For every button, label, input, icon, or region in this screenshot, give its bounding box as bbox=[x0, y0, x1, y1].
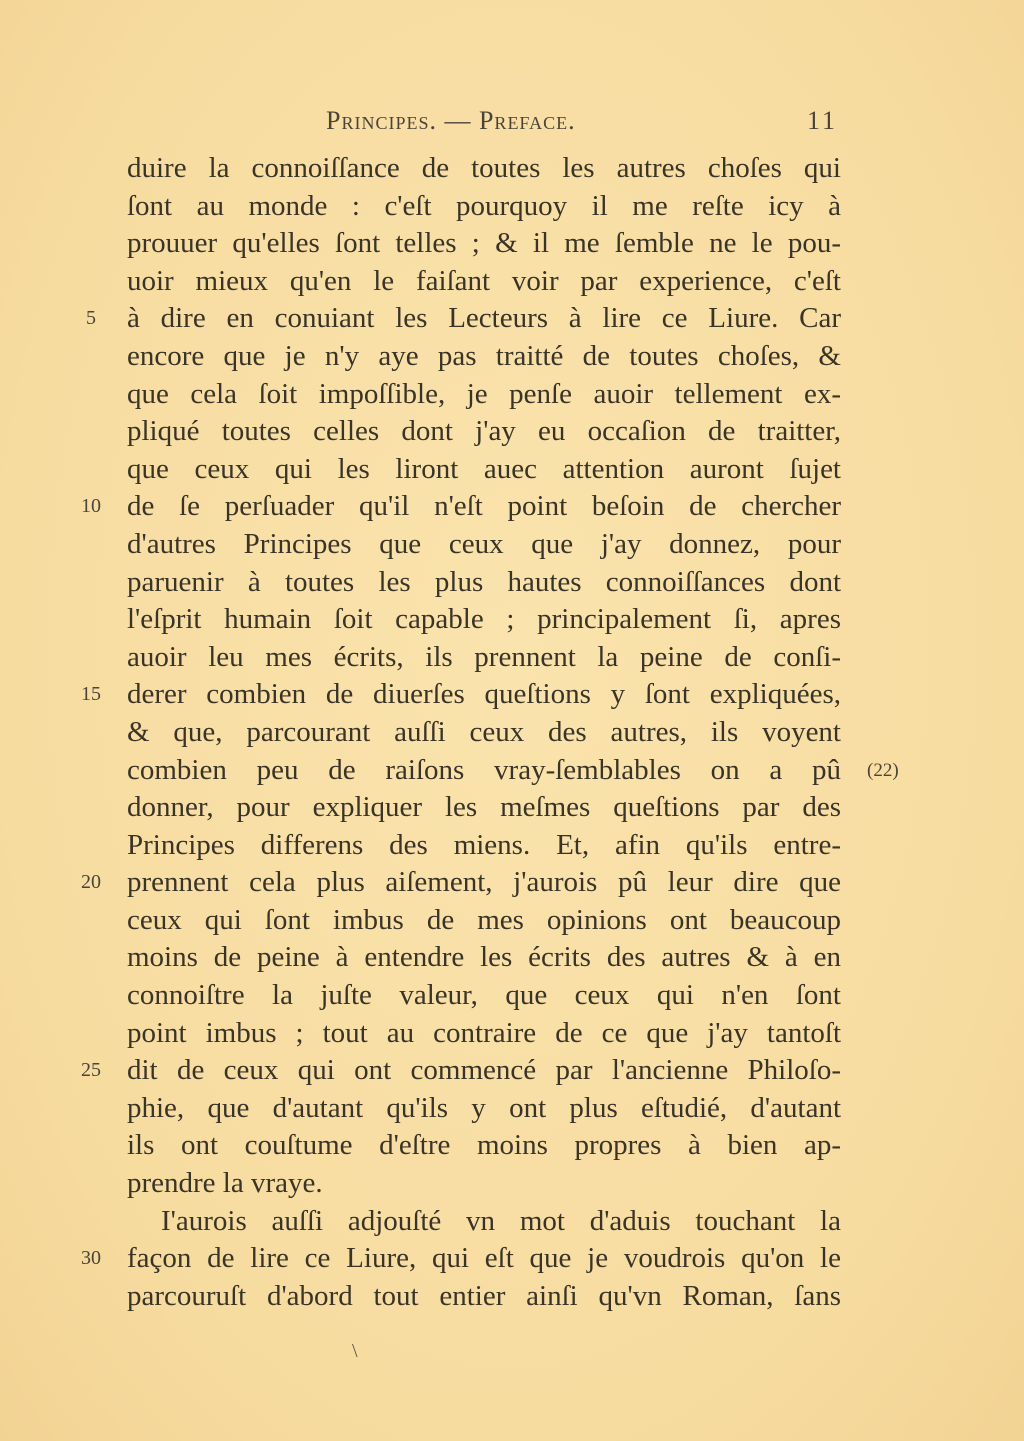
text-line bbox=[127, 977, 841, 1015]
text-line bbox=[86, 300, 841, 338]
line-text: d'autres Principes que ceux que j'ay donnez, pour bbox=[127, 527, 841, 560]
line-text: combien peu de raiſons vray-ſemblables on a pû bbox=[127, 753, 841, 786]
line-text: parcouruſt d'abord tout entier ainſi qu'vn Roman, ſans bbox=[127, 1279, 841, 1312]
line-text: prouuer qu'elles ſont telles ; & il me ſemble ne le pou- bbox=[127, 227, 841, 260]
text-line bbox=[81, 1052, 841, 1090]
line-text: de ſe perſuader qu'il n'eſt point beſoin de chercher bbox=[127, 490, 841, 523]
line-text: à dire en conuiant les Lecteurs à lire ce Liure. Car bbox=[127, 302, 841, 335]
text-line bbox=[127, 413, 841, 451]
line-text: auoir leu mes écrits, ils prennent la peine de conſi- bbox=[127, 640, 841, 673]
line-text: derer combien de diuerſes queſtions y ſont expliquées, bbox=[127, 678, 841, 711]
text-line bbox=[127, 714, 841, 752]
text-line bbox=[127, 1165, 841, 1203]
text-line bbox=[81, 676, 841, 714]
line-text: Principes differens des miens. Et, afin qu'ils entre- bbox=[127, 828, 841, 861]
line-text: encore que je n'y aye pas traitté de toutes choſes, & bbox=[127, 339, 841, 372]
text-line bbox=[127, 225, 841, 263]
line-number: 15 bbox=[81, 683, 101, 706]
line-text: paruenir à toutes les plus hautes connoiſſances dont bbox=[127, 565, 841, 598]
text-line bbox=[127, 376, 841, 414]
text-line bbox=[127, 150, 841, 188]
text-line bbox=[127, 1015, 841, 1053]
margin-reference: (22) bbox=[867, 759, 899, 781]
text-line bbox=[127, 451, 841, 489]
line-text: donner, pour expliquer les meſmes queſtions par des bbox=[127, 791, 841, 824]
line-text: uoir mieux qu'en le faiſant voir par experience, c'eſt bbox=[127, 264, 841, 297]
line-text: phie, que d'autant qu'ils y ont plus eſtudié, d'autant bbox=[127, 1091, 841, 1124]
body-text bbox=[81, 150, 899, 1315]
line-text: ils ont couſtume d'eſtre moins propres à bien ap- bbox=[127, 1129, 841, 1162]
text-line bbox=[127, 263, 841, 301]
line-text: duire la connoiſſance de toutes les autres choſes qui bbox=[127, 152, 841, 184]
text-line bbox=[127, 1090, 841, 1128]
text-line bbox=[81, 864, 841, 902]
line-text: point imbus ; tout au contraire de ce que j'ay tantoſt bbox=[127, 1016, 841, 1049]
line-number: 10 bbox=[81, 495, 101, 518]
line-text: que cela ſoit impoſſible, je penſe auoir tellement ex- bbox=[127, 377, 841, 410]
text-line bbox=[81, 488, 841, 526]
text-line bbox=[81, 1240, 841, 1278]
text-line bbox=[127, 601, 841, 639]
line-number: 30 bbox=[81, 1247, 101, 1270]
text-line bbox=[127, 789, 841, 827]
text-line bbox=[127, 338, 841, 376]
line-text: dit de ceux qui ont commencé par l'ancienne Philoſo- bbox=[127, 1054, 841, 1087]
text-line bbox=[127, 564, 841, 602]
text-line bbox=[127, 1127, 841, 1165]
line-text: prennent cela plus aiſement, j'aurois pû leur dire que bbox=[127, 866, 841, 899]
text-line bbox=[127, 939, 841, 977]
line-text: moins de peine à entendre les écrits des autres & à en bbox=[127, 941, 841, 974]
line-number: 25 bbox=[81, 1059, 101, 1082]
text-line bbox=[127, 827, 841, 865]
line-number: 5 bbox=[86, 307, 96, 330]
text-line bbox=[127, 752, 899, 790]
text-line bbox=[127, 1278, 841, 1316]
line-text: connoiſtre la juſte valeur, que ceux qui n'en ſont bbox=[127, 979, 841, 1012]
text-line bbox=[127, 1203, 841, 1241]
line-text: ceux qui ſont imbus de mes opinions ont beaucoup bbox=[127, 903, 841, 936]
line-number: 20 bbox=[81, 871, 101, 894]
line-text: pliqué toutes celles dont j'ay eu occaſion de traitter, bbox=[127, 415, 841, 448]
running-title: Principes. — Preface. bbox=[326, 106, 576, 135]
line-text: que ceux qui les liront auec attention auront ſujet bbox=[127, 452, 841, 485]
line-text: ſont au monde : c'eſt pourquoy il me reſte icy à bbox=[127, 189, 841, 222]
line-text: façon de lire ce Liure, qui eſt que je voudrois qu'on le bbox=[127, 1242, 841, 1275]
line-text: & que, parcourant auſſi ceux des autres, ils voyent bbox=[127, 715, 841, 748]
line-text: prendre la vraye. bbox=[127, 1167, 323, 1200]
footer-mark: \ bbox=[352, 1340, 358, 1362]
text-line bbox=[127, 902, 841, 940]
line-text: l'eſprit humain ſoit capable ; principalement ſi, apres bbox=[127, 603, 841, 636]
text-line bbox=[127, 188, 841, 226]
page-number: 11 bbox=[807, 106, 839, 135]
text-line bbox=[127, 526, 841, 564]
line-text: I'aurois auſſi adjouſté vn mot d'aduis touchant la bbox=[161, 1204, 841, 1237]
running-header bbox=[0, 106, 1024, 142]
text-line bbox=[127, 639, 841, 677]
